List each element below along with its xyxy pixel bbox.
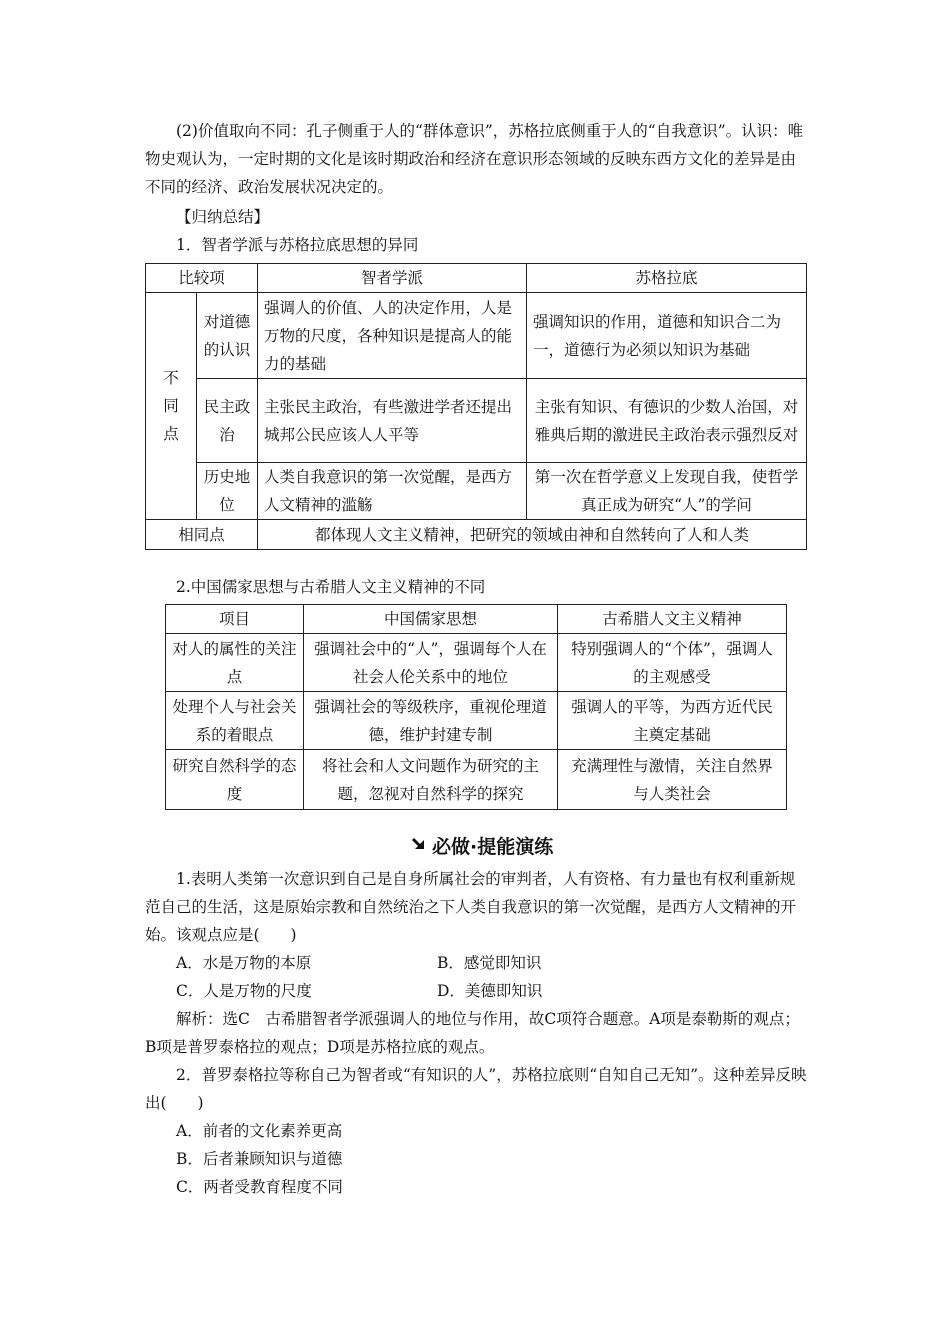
table1-header-col-b: 苏格拉底 xyxy=(527,264,807,293)
table1-header-item: 比较项 xyxy=(146,264,258,293)
table-cell: 特别强调人的“个体”，强调人的主观感受 xyxy=(558,634,787,692)
table-row-label: 历史地位 xyxy=(197,463,258,520)
q1-option-c: C．人是万物的尺度 xyxy=(176,982,312,1000)
table1-same-text: 都体现人文主义精神，把研究的领域由神和自然转向了人和人类 xyxy=(258,520,807,550)
q1-option-d: D．美德即知识 xyxy=(437,982,543,1000)
table2-caption: 2.中国儒家思想与古希腊人文主义精神的不同 xyxy=(176,578,486,596)
table-cell: 第一次在哲学意义上发现自我，使哲学真正成为研究“人”的学问 xyxy=(527,463,807,520)
table-row-label: 对人的属性的关注点 xyxy=(166,634,304,692)
down-right-arrow-icon xyxy=(410,836,428,858)
table-row-label: 对道德的认识 xyxy=(197,293,258,379)
table-cell: 将社会和人文问题作为研究的主题，忽视对自然科学的探究 xyxy=(304,750,558,810)
table-cell: 强调人的平等，为西方近代民主奠定基础 xyxy=(558,692,787,750)
comparison-table-1 xyxy=(145,263,807,550)
table1-header-col-a: 智者学派 xyxy=(258,264,527,293)
table1-group-label: 不同点 xyxy=(146,293,197,520)
table2-header-col-a: 中国儒家思想 xyxy=(304,605,558,634)
table-row-label: 民主政治 xyxy=(197,379,258,463)
table-cell: 人类自我意识的第一次觉醒，是西方人文精神的滥觞 xyxy=(258,463,527,520)
q1-option-a: A．水是万物的本原 xyxy=(176,954,312,972)
q2-option-a: A．前者的文化素养更高 xyxy=(176,1122,343,1140)
question-2-stem: 2．普罗泰格拉等称自己为智者或“有知识的人”，苏格拉底则“自知自己无知”。这种差异反映出( ) xyxy=(145,1066,807,1112)
section-title-text: 必做·提能演练 xyxy=(432,836,554,858)
table1-same-label: 相同点 xyxy=(146,520,258,550)
table-cell: 主张有知识、有德识的少数人治国，对雅典后期的激进民主政治表示强烈反对 xyxy=(527,379,807,463)
table2-header-item: 项目 xyxy=(166,605,304,634)
table-cell: 强调人的价值、人的决定作用，人是万物的尺度，各种知识是提高人的能力的基础 xyxy=(258,293,527,379)
table-cell: 充满理性与激情，关注自然界与人类社会 xyxy=(558,750,787,810)
table-cell: 主张民主政治，有些激进学者还提出城邦公民应该人人平等 xyxy=(258,379,527,463)
table-cell: 强调社会中的“人”，强调每个人在社会人伦关系中的地位 xyxy=(304,634,558,692)
table-cell: 强调知识的作用，道德和知识合二为一，道德行为必须以知识为基础 xyxy=(527,293,807,379)
question-1-stem: 1.表明人类第一次意识到自己是自身所属社会的审判者，人有资格、有力量也有权利重新规范自己的生活，这是原始宗教和自然统治之下人类自我意识的第一次觉醒，是西方人文精神的开始。该观点应是( ) xyxy=(145,870,797,944)
section-title xyxy=(410,832,553,859)
question-1-analysis: 解析：选C 古希腊智者学派强调人的地位与作用，故C项符合题意。A项是泰勒斯的观点；B项是普罗泰格拉的观点；D项是苏格拉底的观点。 xyxy=(145,1010,800,1056)
q2-option-b: B．后者兼顾知识与道德 xyxy=(176,1150,343,1168)
comparison-table-2 xyxy=(165,604,787,810)
q1-option-b: B．感觉即知识 xyxy=(437,954,542,972)
q2-option-c: C．两者受教育程度不同 xyxy=(176,1178,343,1196)
summary-heading: 【归纳总结】 xyxy=(176,208,270,226)
table-cell: 强调社会的等级秩序，重视伦理道德，维护封建专制 xyxy=(304,692,558,750)
table1-caption: 1．智者学派与苏格拉底思想的异同 xyxy=(176,236,419,254)
table-row-label: 处理个人与社会关系的着眼点 xyxy=(166,692,304,750)
table2-header-col-b: 古希腊人文主义精神 xyxy=(558,605,787,634)
intro-paragraph: (2)价值取向不同：孔子侧重于人的“群体意识”，苏格拉底侧重于人的“自我意识”。认识：唯物史观认为，一定时期的文化是该时期政治和经济在意识形态领域的反映东西方文化的差异是由不同的经济、政治发展状况决定的。 xyxy=(145,122,804,196)
table-row-label: 研究自然科学的态度 xyxy=(166,750,304,810)
